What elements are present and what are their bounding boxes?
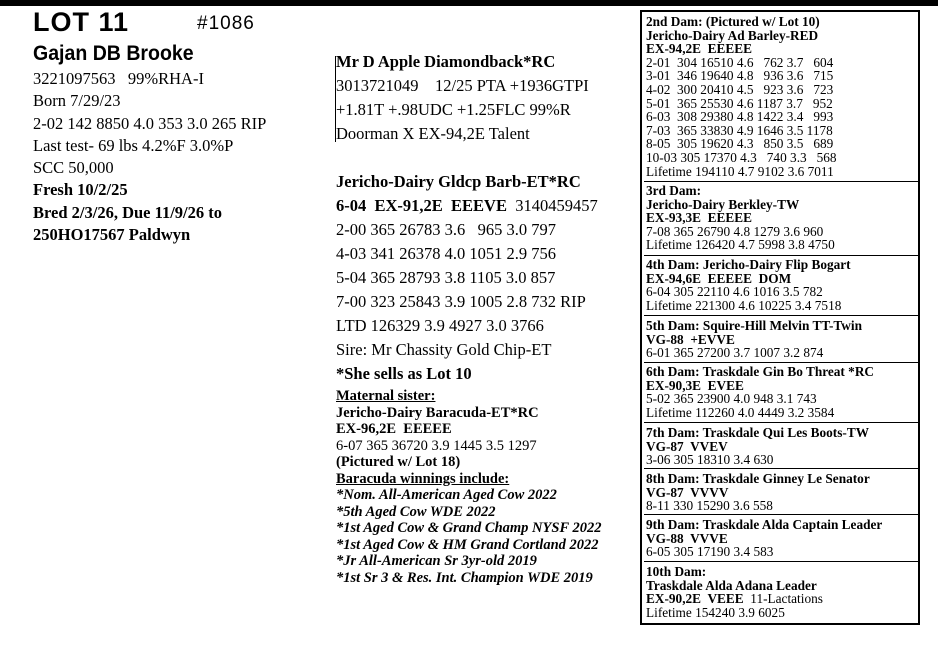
dam-name: Jericho-Dairy Berkley-TW — [646, 196, 800, 212]
winning-item: *1st Aged Cow & Grand Champ NYSF 2022 — [336, 520, 602, 536]
dam-record: 3-01 346 19640 4.8 936 3.6 715 — [646, 68, 834, 84]
dam-name: Jericho-Dairy Gldcp Barb-ET*RC — [336, 172, 581, 191]
dam-class: EX-90,3E EVEE — [646, 377, 744, 393]
dam-record: 7-03 365 33830 4.9 1646 3.5 1178 — [646, 122, 833, 138]
dam-class: EX-90,2E VEEE 11-Lactations — [646, 591, 823, 607]
dam-class: VG-87 VVEV — [646, 438, 728, 454]
dam-name: Jericho-Dairy Ad Barley-RED — [646, 27, 819, 43]
dam-2 — [646, 15, 918, 178]
cow-scc: SCC 50,000 — [33, 158, 114, 178]
dam-title: 7th Dam: Traskdale Qui Les Boots-TW — [646, 425, 869, 440]
dam-record: 2-00 365 26783 3.6 965 3.0 797 — [336, 220, 556, 239]
dam-record: 5-04 365 28793 3.8 1105 3.0 857 — [336, 268, 556, 287]
dam-9 — [646, 518, 918, 559]
dam-6 — [646, 365, 918, 419]
dam-record: 10-03 305 17370 4.3 740 3.3 568 — [646, 149, 837, 165]
cow-last-test: Last test- 69 lbs 4.2%F 3.0%P — [33, 135, 234, 155]
lot-title: LOT 11 — [33, 7, 130, 37]
sister-record: 6-07 365 36720 3.9 1445 3.5 1297 — [336, 437, 537, 454]
dam-record: 8-11 330 15290 3.6 558 — [646, 498, 773, 514]
dam-class: EX-94,2E EEEEE — [646, 41, 753, 57]
dam-7 — [646, 426, 918, 467]
dam-record: 2-01 304 16510 4.6 762 3.7 604 — [646, 54, 834, 70]
cow-registration: 3221097563 99%RHA-I — [33, 69, 204, 88]
dam-lifetime: Lifetime 221300 4.6 10225 3.4 7518 — [646, 297, 842, 313]
dam-record: 7-00 323 25843 3.9 1005 2.8 732 RIP — [336, 292, 586, 311]
pedigree-middle — [336, 50, 636, 586]
dam-title: 9th Dam: Traskdale Alda Captain Leader — [646, 517, 883, 532]
dam-sire: Sire: Mr Chassity Gold Chip-ET — [336, 340, 552, 359]
dam-lifetime: LTD 126329 3.9 4927 3.0 3766 — [336, 316, 544, 335]
divider — [644, 362, 918, 363]
dam-4 — [646, 258, 918, 312]
divider — [644, 468, 918, 469]
sire-name: Mr D Apple Diamondback*RC — [336, 52, 556, 71]
top-rule — [0, 0, 938, 6]
dam-10 — [646, 565, 918, 619]
divider — [644, 255, 918, 256]
divider — [644, 315, 918, 316]
dam-8 — [646, 472, 918, 513]
sire-line-3: Doorman X EX-94,2E Talent — [336, 124, 530, 143]
dam-class: VG-88 +EVVE — [646, 331, 735, 347]
winning-item: *1st Aged Cow & HM Grand Cortland 2022 — [336, 536, 599, 553]
dam-title: 6th Dam: Traskdale Gin Bo Threat *RC — [646, 364, 875, 379]
dam-record: 4-03 341 26378 4.0 1051 2.9 756 — [336, 244, 556, 263]
dam-lifetime: Lifetime 126420 4.7 5998 3.8 4750 — [646, 237, 835, 253]
winnings-heading: Baracuda winnings include: — [336, 470, 510, 487]
dam-class: EX-94,6E EEEEE DOM — [646, 270, 792, 286]
dam-classification: 6-04 EX-91,2E EEEVE 3140459457 — [336, 196, 598, 215]
dam-5 — [646, 319, 918, 360]
lot-number: #1086 — [197, 13, 255, 34]
winning-item: *5th Aged Cow WDE 2022 — [336, 503, 496, 520]
dam-sells-note: *She sells as Lot 10 — [336, 364, 472, 383]
sister-classification: EX-96,2E EEEEE — [336, 421, 452, 437]
dam-title: 5th Dam: Squire-Hill Melvin TT-Twin — [646, 318, 862, 333]
dam-name: Traskdale Alda Adana Leader — [646, 577, 817, 593]
dam-record: 6-05 305 17190 3.4 583 — [646, 544, 774, 560]
divider — [644, 514, 918, 515]
sister-heading: Maternal sister: — [336, 388, 436, 404]
dam-record: 8-05 305 19620 4.3 850 3.5 689 — [646, 136, 834, 152]
dam-record: 6-03 308 29380 4.8 1422 3.4 993 — [646, 109, 834, 125]
dam-title: 10th Dam: — [646, 564, 707, 579]
winning-item: *Jr All-American Sr 3yr-old 2019 — [336, 553, 537, 569]
winning-item: *1st Sr 3 & Res. Int. Champion WDE 2019 — [336, 569, 593, 586]
dam-class: EX-93,3E EEEEE — [646, 210, 753, 226]
dam-record: 7-08 365 26790 4.8 1279 3.6 960 — [646, 223, 824, 239]
dam-record: 5-01 365 25530 4.6 1187 3.7 952 — [646, 95, 833, 111]
dam-title: 2nd Dam: (Pictured w/ Lot 10) — [646, 14, 820, 29]
cow-record: 2-02 142 8850 4.0 353 3.0 265 RIP — [33, 113, 267, 133]
cow-info — [33, 68, 333, 246]
dam-title: 8th Dam: Traskdale Ginney Le Senator — [646, 471, 870, 486]
dam-title: 4th Dam: Jericho-Dairy Flip Bogart — [646, 257, 851, 272]
divider — [644, 181, 918, 182]
dam-title: 3rd Dam: — [646, 183, 702, 198]
dam-class: VG-88 VVVE — [646, 530, 728, 546]
sister-name: Jericho-Dairy Baracuda-ET*RC — [336, 404, 539, 421]
dam-record: 5-02 365 23900 4.0 948 3.1 743 — [646, 391, 817, 407]
dam-3 — [646, 184, 918, 252]
dam-record: 6-01 365 27200 3.7 1007 3.2 874 — [646, 345, 824, 361]
cow-born: Born 7/29/23 — [33, 91, 121, 111]
dam-record: 3-06 305 18310 3.4 630 — [646, 452, 774, 468]
winning-item: *Nom. All-American Aged Cow 2022 — [336, 487, 557, 503]
cow-service-sire: 250HO17567 Paldwyn — [33, 225, 191, 245]
dam-record: 4-02 300 20410 4.5 923 3.6 723 — [646, 81, 834, 97]
divider — [644, 561, 918, 562]
sister-pictured: (Pictured w/ Lot 18) — [336, 454, 461, 470]
cow-name: Gajan DB Brooke — [33, 42, 194, 65]
dam-lifetime: Lifetime 154240 3.9 6025 — [646, 604, 785, 620]
cow-bred: Bred 2/3/26, Due 11/9/26 to — [33, 202, 222, 222]
sire-line-1: 3013721049 12/25 PTA +1936GTPI — [336, 76, 589, 95]
sire-line-2: +1.81T +.98UDC +1.25FLC 99%R — [336, 100, 571, 119]
dam-record: 6-04 305 22110 4.6 1016 3.5 782 — [646, 284, 823, 300]
dam-class: VG-87 VVVV — [646, 484, 729, 500]
dam-lifetime: Lifetime 112260 4.0 4449 3.2 3584 — [646, 404, 835, 420]
cow-fresh: Fresh 10/2/25 — [33, 180, 128, 200]
divider — [644, 422, 918, 423]
dam-lifetime: Lifetime 194110 4.7 9102 3.6 7011 — [646, 163, 834, 179]
